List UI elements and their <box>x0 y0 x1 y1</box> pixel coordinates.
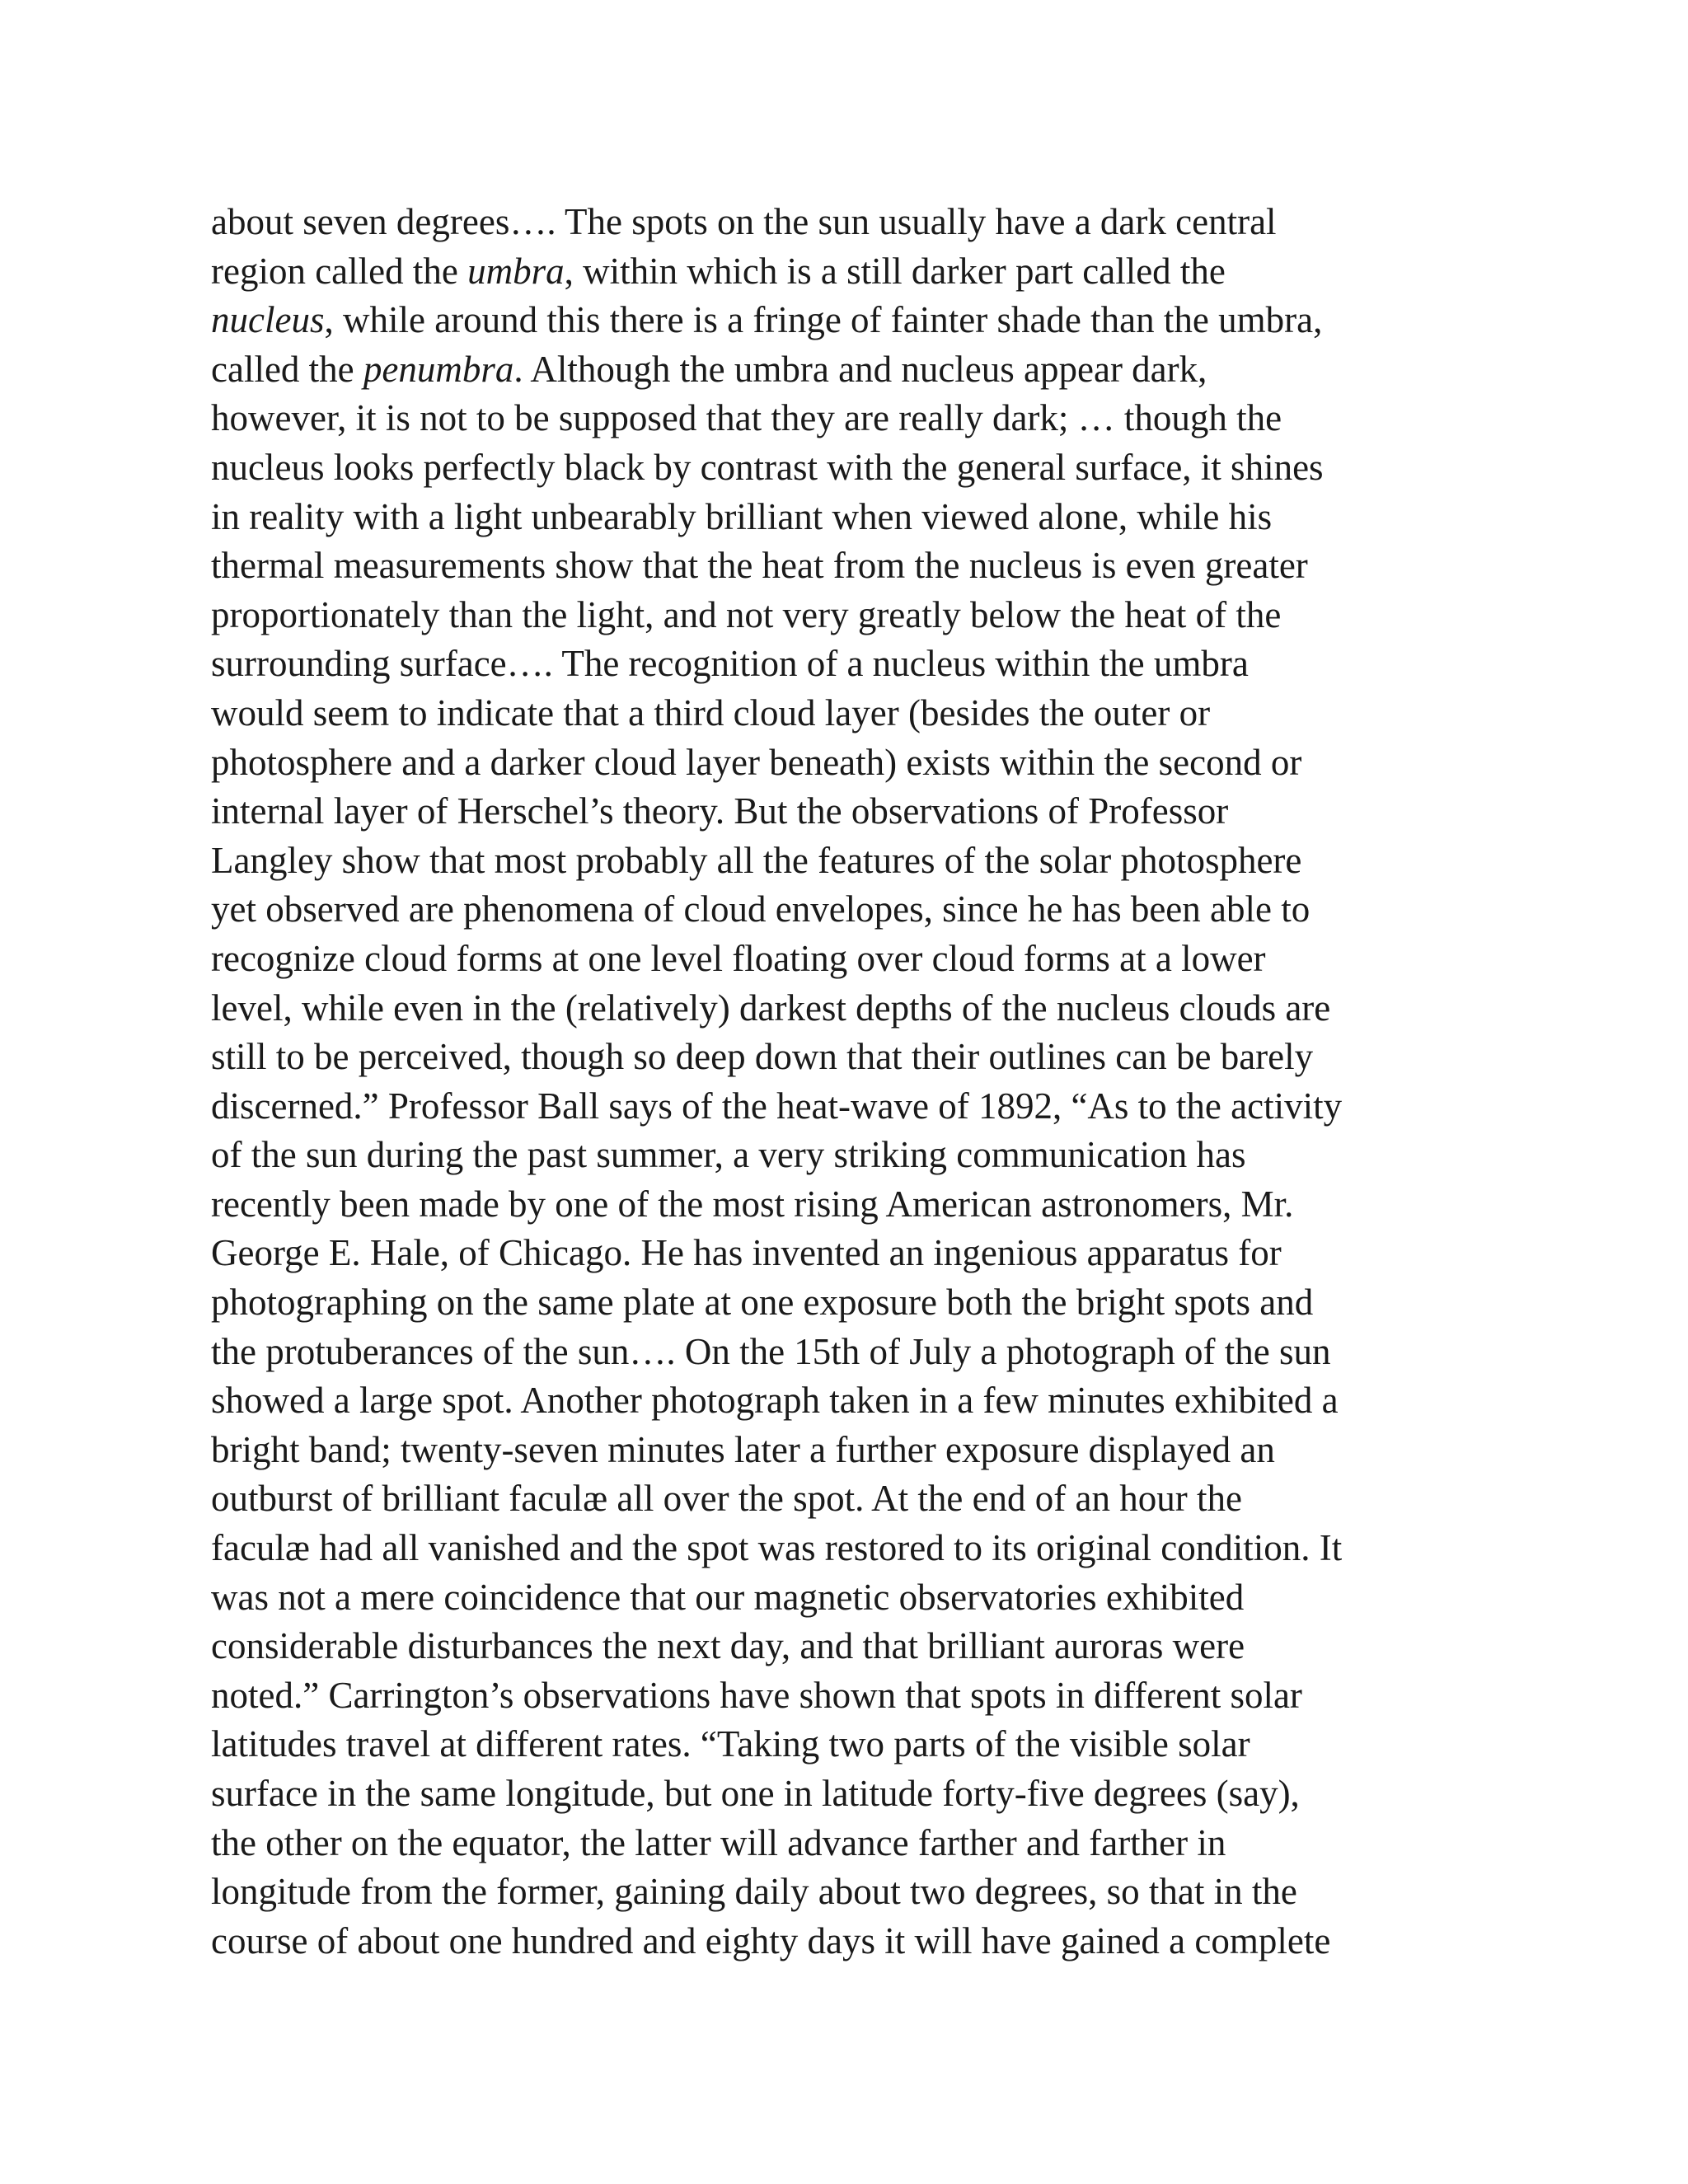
text-run: called the <box>211 348 363 390</box>
text-run: outburst of brilliant faculæ all over the spot. At the end of an hour the <box>211 1478 1242 1520</box>
text-line <box>211 885 1497 935</box>
text-run: noted.” Carrington’s observations have shown that spots in different solar <box>211 1674 1302 1716</box>
text-line <box>211 1328 1497 1377</box>
text-run: recognize cloud forms at one level floating over cloud forms at a lower <box>211 937 1266 979</box>
text-run: bright band; twenty-seven minutes later a further exposure displayed an <box>211 1428 1275 1470</box>
text-run: in reality with a light unbearably brilliant when viewed alone, while his <box>211 495 1273 537</box>
text-line <box>211 1720 1497 1769</box>
text-line <box>211 1917 1497 1966</box>
text-run: internal layer of Herschel’s theory. But the observations of Professor <box>211 790 1229 832</box>
text-run: thermal measurements show that the heat from the nucleus is even greater <box>211 545 1308 587</box>
text-run: was not a mere coincidence that our magnetic observatories exhibited <box>211 1576 1245 1618</box>
text-line <box>211 640 1497 689</box>
text-line <box>211 394 1497 443</box>
text-line <box>211 1278 1497 1328</box>
text-run: however, it is not to be supposed that they are really dark; … though the <box>211 397 1282 439</box>
text-run: course of about one hundred and eighty days it will have gained a complete <box>211 1919 1331 1961</box>
text-run: photographing on the same plate at one exposure both the bright spots and <box>211 1282 1314 1324</box>
text-run: region called the <box>211 250 468 292</box>
text-line <box>211 1474 1497 1524</box>
text-run: surface in the same longitude, but one in latitude forty-five degrees (say), <box>211 1773 1300 1814</box>
text-line <box>211 1769 1497 1819</box>
text-line <box>211 1622 1497 1671</box>
text-run: photosphere and a darker cloud layer beneath) exists within the second or <box>211 741 1302 783</box>
text-run: George E. Hale, of Chicago. He has invented an ingenious apparatus for <box>211 1232 1282 1274</box>
text-run: faculæ had all vanished and the spot was restored to its original condition. It <box>211 1527 1343 1569</box>
text-line <box>211 1426 1497 1475</box>
text-line <box>211 1819 1497 1868</box>
text-run: , while around this there is a fringe of fainter shade than the umbra, <box>324 299 1323 341</box>
text-line <box>211 247 1497 297</box>
text-line <box>211 689 1497 738</box>
italic-term: umbra <box>467 250 565 292</box>
text-run: still to be perceived, though so deep down that their outlines can be barely <box>211 1036 1314 1078</box>
text-run: would seem to indicate that a third cloud layer (besides the outer or <box>211 691 1211 733</box>
text-run: nucleus looks perfectly black by contrast with the general surface, it shines <box>211 446 1324 488</box>
text-line <box>211 443 1497 493</box>
text-line <box>211 1868 1497 1917</box>
text-run: Langley show that most probably all the features of the solar photosphere <box>211 839 1302 881</box>
text-run: recently been made by one of the most rising American astronomers, Mr. <box>211 1183 1294 1225</box>
text-line <box>211 296 1497 345</box>
text-run: longitude from the former, gaining daily about two degrees, so that in the <box>211 1871 1297 1913</box>
text-run: considerable disturbances the next day, and that brilliant auroras were <box>211 1625 1245 1667</box>
text-line <box>211 837 1497 886</box>
text-run: the other on the equator, the latter will advance farther and farther in <box>211 1821 1226 1863</box>
text-line <box>211 1376 1497 1426</box>
text-line <box>211 935 1497 984</box>
text-line <box>211 787 1497 837</box>
text-line <box>211 541 1497 591</box>
text-line <box>211 198 1497 247</box>
italic-term: nucleus <box>211 299 325 341</box>
text-run: proportionately than the light, and not very greatly below the heat of the <box>211 593 1282 635</box>
text-run: . Although the umbra and nucleus appear dark, <box>513 348 1207 390</box>
text-line <box>211 1180 1497 1230</box>
text-run: , within which is a still darker part called the <box>564 250 1226 292</box>
text-line <box>211 591 1497 640</box>
text-line <box>211 1229 1497 1278</box>
text-line <box>211 1033 1497 1082</box>
text-run: yet observed are phenomena of cloud envelopes, since he has been able to <box>211 888 1311 930</box>
text-run: of the sun during the past summer, a very striking communication has <box>211 1134 1246 1176</box>
text-run: about seven degrees…. The spots on the sun usually have a dark central <box>211 201 1277 242</box>
text-run: surrounding surface…. The recognition of a nucleus within the umbra <box>211 643 1249 685</box>
body-paragraph <box>211 198 1497 1966</box>
text-line <box>211 345 1497 395</box>
text-line <box>211 1131 1497 1180</box>
text-line <box>211 1524 1497 1573</box>
text-run: level, while even in the (relatively) darkest depths of the nucleus clouds are <box>211 987 1331 1029</box>
text-line <box>211 1573 1497 1623</box>
text-line <box>211 984 1497 1033</box>
italic-term: penumbra <box>363 348 514 390</box>
text-run: showed a large spot. Another photograph taken in a few minutes exhibited a <box>211 1380 1339 1422</box>
text-run: latitudes travel at different rates. “Taking two parts of the visible solar <box>211 1723 1250 1765</box>
text-line <box>211 1671 1497 1721</box>
text-line <box>211 1082 1497 1132</box>
text-run: discerned.” Professor Ball says of the heat-wave of 1892, “As to the activity <box>211 1085 1343 1127</box>
text-line <box>211 738 1497 788</box>
text-line <box>211 493 1497 542</box>
text-run: the protuberances of the sun…. On the 15th of July a photograph of the sun <box>211 1330 1331 1372</box>
